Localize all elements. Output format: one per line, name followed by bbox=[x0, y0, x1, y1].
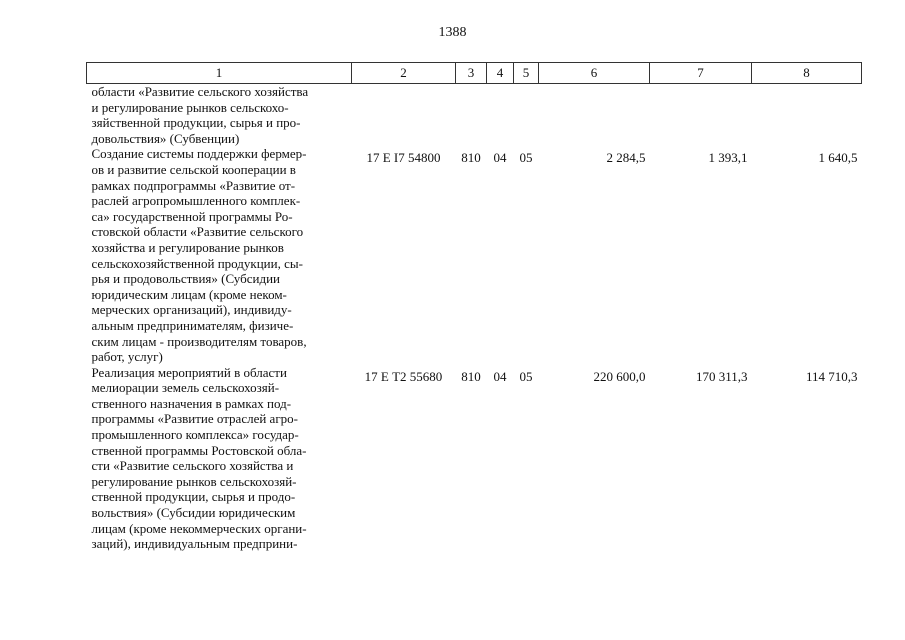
row-sum-2 bbox=[650, 84, 752, 147]
row-name-line: юридическим лицам (кроме неком- bbox=[91, 286, 287, 302]
row-rz: 04 bbox=[493, 150, 507, 166]
row-name-line: рья и продовольствия» (Субсидии bbox=[91, 271, 281, 287]
row-name-line: ов и развитие сельской кооперации в bbox=[91, 161, 296, 177]
row-vr: 810 bbox=[461, 368, 481, 384]
table-header bbox=[87, 63, 862, 84]
row-name-line: области «Развитие сельского хозяйства bbox=[91, 84, 309, 99]
row-rz bbox=[487, 84, 514, 147]
row-name-line: лицам (кроме некоммерческих органи- bbox=[91, 520, 307, 536]
header-col-8: 8 bbox=[752, 63, 862, 84]
row-name-line: сельскохозяйственной продукции, сы- bbox=[91, 255, 303, 271]
row-name-line: довольствия» (Субвенции) bbox=[91, 130, 240, 146]
row-name-line: ственного назначения в рамках под- bbox=[91, 395, 292, 411]
row-name-line: Реализация мероприятий в области bbox=[91, 364, 287, 380]
row-name bbox=[87, 146, 352, 364]
row-name bbox=[87, 84, 352, 147]
header-row bbox=[87, 63, 862, 84]
table-row bbox=[87, 146, 862, 364]
row-sum-2: 1 393,1 bbox=[708, 150, 748, 166]
row-name-line: зяйственной продукции, сырья и про- bbox=[91, 115, 301, 131]
header-col-3: 3 bbox=[456, 63, 487, 84]
row-code: 17 Е Т2 55680 bbox=[364, 368, 443, 384]
header-col-5: 5 bbox=[514, 63, 539, 84]
row-name-line: са» государственной программы Ро- bbox=[91, 208, 293, 224]
row-name-line: Создание системы поддержки фермер- bbox=[91, 146, 307, 162]
header-col-4: 4 bbox=[487, 63, 514, 84]
row-name-line: мелиорации земель сельскохозяй- bbox=[91, 380, 280, 396]
row-sum-2: 170 311,3 bbox=[695, 368, 748, 384]
row-name-line: сти «Развитие сельского хозяйства и bbox=[91, 458, 294, 474]
row-name-line: раслей агропромышленного комплек- bbox=[91, 193, 301, 209]
row-sum-1: 2 284,5 bbox=[606, 150, 646, 166]
row-code: 17 Е I7 54800 bbox=[366, 150, 441, 166]
row-name-line: вольствия» (Субсидии юридическим bbox=[91, 505, 296, 521]
row-name-line: заций), индивидуальным предприни- bbox=[91, 536, 298, 552]
row-name-line: регулирование рынков сельскохозяй- bbox=[91, 473, 297, 489]
table-row bbox=[87, 365, 862, 552]
row-pr: 05 bbox=[519, 368, 533, 384]
row-name-line: работ, услуг) bbox=[91, 349, 163, 365]
row-vr bbox=[456, 84, 487, 147]
row-sum-3 bbox=[752, 84, 862, 147]
row-name-line: ственной продукции, сырья и продо- bbox=[91, 489, 296, 505]
budget-table bbox=[86, 62, 862, 552]
row-sum-1: 220 600,0 bbox=[593, 368, 646, 384]
row-name-line: хозяйства и регулирование рынков bbox=[91, 239, 284, 255]
row-name-line: ским лицам - производителям товаров, bbox=[91, 333, 307, 349]
row-name-line: рамках подпрограммы «Развитие от- bbox=[91, 177, 296, 193]
row-name-line: альным предпринимателям, физиче- bbox=[91, 317, 294, 333]
row-name-line: мерческих организаций), индивиду- bbox=[91, 302, 292, 318]
row-name bbox=[87, 365, 352, 552]
row-vr: 810 bbox=[461, 150, 481, 166]
row-name-line: и регулирование рынков сельскохо- bbox=[91, 99, 289, 115]
header-col-1: 1 bbox=[87, 63, 352, 84]
header-col-7: 7 bbox=[650, 63, 752, 84]
row-name-line: стовской области «Развитие сельского bbox=[91, 224, 304, 240]
header-col-6: 6 bbox=[539, 63, 650, 84]
row-name-line: программы «Развитие отраслей агро- bbox=[91, 411, 298, 427]
row-pr: 05 bbox=[519, 150, 533, 166]
row-sum-1 bbox=[539, 84, 650, 147]
table-body bbox=[87, 84, 862, 552]
row-sum-3: 1 640,5 bbox=[818, 150, 858, 166]
header-col-2: 2 bbox=[352, 63, 456, 84]
row-code bbox=[352, 84, 456, 147]
row-name-line: промышленного комплекса» государ- bbox=[91, 427, 299, 443]
row-name-line: ственной программы Ростовской обла- bbox=[91, 442, 307, 458]
row-sum-3: 114 710,3 bbox=[805, 368, 858, 384]
page-number: 1388 bbox=[438, 25, 467, 40]
row-pr bbox=[514, 84, 539, 147]
table-row bbox=[87, 84, 862, 147]
row-rz: 04 bbox=[493, 368, 507, 384]
